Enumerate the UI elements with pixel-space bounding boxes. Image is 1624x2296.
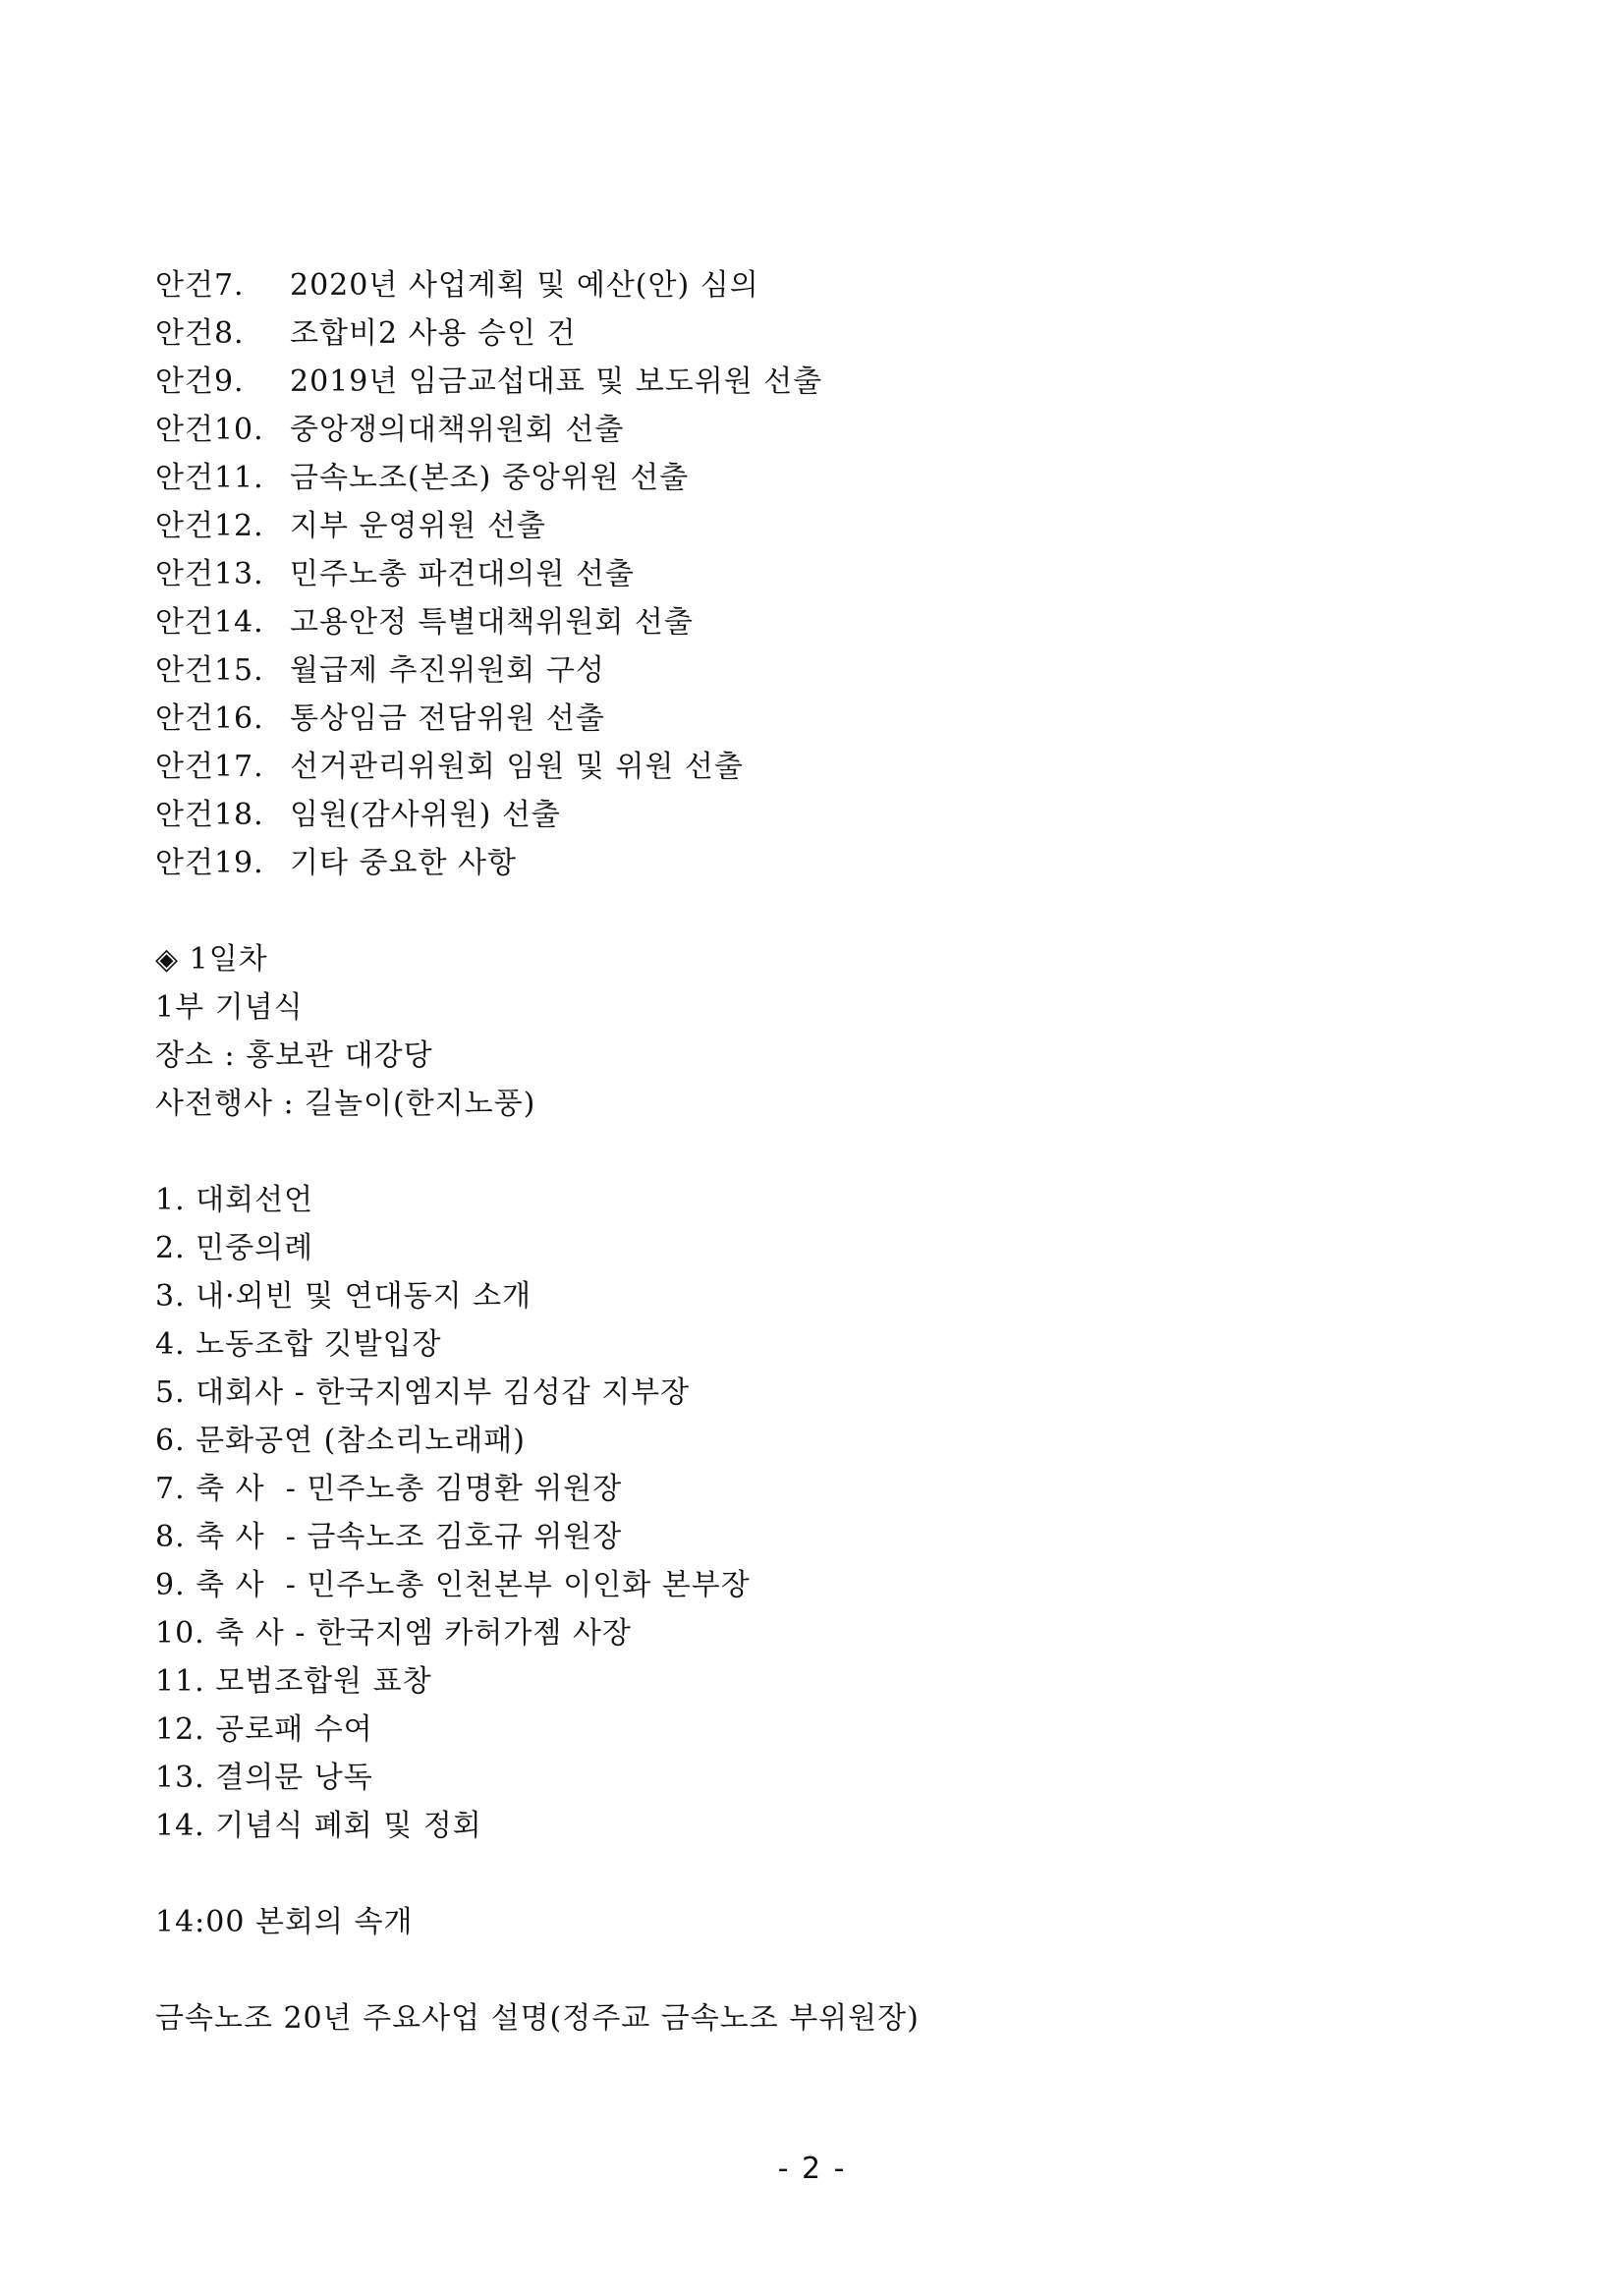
briefing-line: 금속노조 20년 주요사업 설명(정주교 금속노조 부위원장) — [155, 2001, 920, 2036]
agenda-item — [155, 743, 1472, 791]
program-item: 5. 대회사 - 한국지엠지부 김성갑 지부장 — [155, 1375, 691, 1410]
agenda-title: 통상임금 전담위원 선출 — [290, 701, 605, 736]
program-item: 6. 문화공연 (참소리노래패) — [155, 1424, 526, 1458]
spacer — [155, 1128, 1472, 1176]
program-item: 8. 축 사 - 금속노조 김호규 위원장 — [155, 1520, 623, 1554]
agenda-item — [155, 309, 1472, 358]
agenda-title: 지부 운영위원 선출 — [290, 509, 546, 543]
agenda-item — [155, 358, 1472, 406]
agenda-number: 안건9. — [155, 364, 245, 399]
program-item: 10. 축 사 - 한국지엠 카허가젬 사장 — [155, 1616, 632, 1651]
day1-venue: 장소 : 홍보관 대강당 — [155, 1038, 433, 1073]
agenda-title: 기타 중요한 사항 — [290, 846, 517, 880]
agenda-item — [155, 646, 1472, 695]
agenda-item — [155, 791, 1472, 839]
agenda-item — [155, 454, 1472, 502]
agenda-number: 안건19. — [155, 846, 264, 880]
day1-pre-event: 사전행사 : 길놀이(한지노풍) — [155, 1087, 536, 1121]
program-item: 11. 모범조합원 표창 — [155, 1664, 432, 1699]
program-item: 7. 축 사 - 민주노총 김명환 위원장 — [155, 1472, 623, 1506]
page-number: - 2 - — [777, 2152, 847, 2186]
agenda-item — [155, 406, 1472, 454]
agenda-title: 고용안정 특별대책위원회 선출 — [290, 605, 694, 640]
agenda-number: 안건18. — [155, 798, 264, 832]
day1-part-title: 1부 기념식 — [155, 990, 304, 1025]
agenda-title: 조합비2 사용 승인 건 — [290, 316, 577, 351]
program-item: 9. 축 사 - 민주노총 인천본부 이인화 본부장 — [155, 1568, 751, 1602]
agenda-number: 안건15. — [155, 653, 264, 688]
agenda-title: 민주노총 파견대의원 선출 — [290, 557, 635, 591]
agenda-number: 안건14. — [155, 605, 264, 640]
agenda-title: 2020년 사업계획 및 예산(안) 심의 — [290, 268, 759, 303]
program-item: 14. 기념식 폐회 및 정회 — [155, 1809, 482, 1843]
agenda-title: 월급제 추진위원회 구성 — [290, 653, 605, 688]
session-resume: 14:00 본회의 속개 — [155, 1905, 414, 1939]
program-list — [155, 1176, 1472, 1850]
agenda-item — [155, 695, 1472, 743]
spacer — [155, 1946, 1472, 1994]
program-item: 1. 대회선언 — [155, 1183, 314, 1217]
agenda-number: 안건8. — [155, 316, 245, 351]
program-item: 3. 내·외빈 및 연대동지 소개 — [155, 1279, 532, 1314]
agenda-item — [155, 261, 1472, 309]
agenda-item — [155, 550, 1472, 598]
agenda-title: 금속노조(본조) 중앙위원 선출 — [290, 461, 690, 495]
agenda-item — [155, 502, 1472, 550]
agenda-number: 안건16. — [155, 701, 264, 736]
program-item: 12. 공로패 수여 — [155, 1712, 373, 1747]
agenda-number: 안건10. — [155, 413, 264, 447]
agenda-title: 2019년 임금교섭대표 및 보도위원 선출 — [290, 364, 823, 399]
agenda-title: 선거관리위원회 임원 및 위원 선출 — [290, 750, 744, 784]
agenda-title: 중앙쟁의대책위원회 선출 — [290, 413, 625, 447]
agenda-number: 안건13. — [155, 557, 264, 591]
agenda-list — [155, 261, 1472, 887]
program-item: 13. 결의문 낭독 — [155, 1761, 373, 1795]
spacer — [155, 1850, 1472, 1898]
document-body — [155, 261, 1472, 2043]
agenda-number: 안건7. — [155, 268, 245, 303]
day1-section — [155, 935, 1472, 1128]
day1-heading: ◈ 1일차 — [155, 942, 268, 977]
program-item: 4. 노동조합 깃발입장 — [155, 1327, 442, 1362]
agenda-number: 안건11. — [155, 461, 264, 495]
agenda-title: 임원(감사위원) 선출 — [290, 798, 561, 832]
agenda-number: 안건17. — [155, 750, 264, 784]
spacer — [155, 887, 1472, 935]
agenda-item — [155, 839, 1472, 887]
program-item: 2. 민중의례 — [155, 1231, 314, 1265]
agenda-number: 안건12. — [155, 509, 264, 543]
agenda-item — [155, 598, 1472, 646]
